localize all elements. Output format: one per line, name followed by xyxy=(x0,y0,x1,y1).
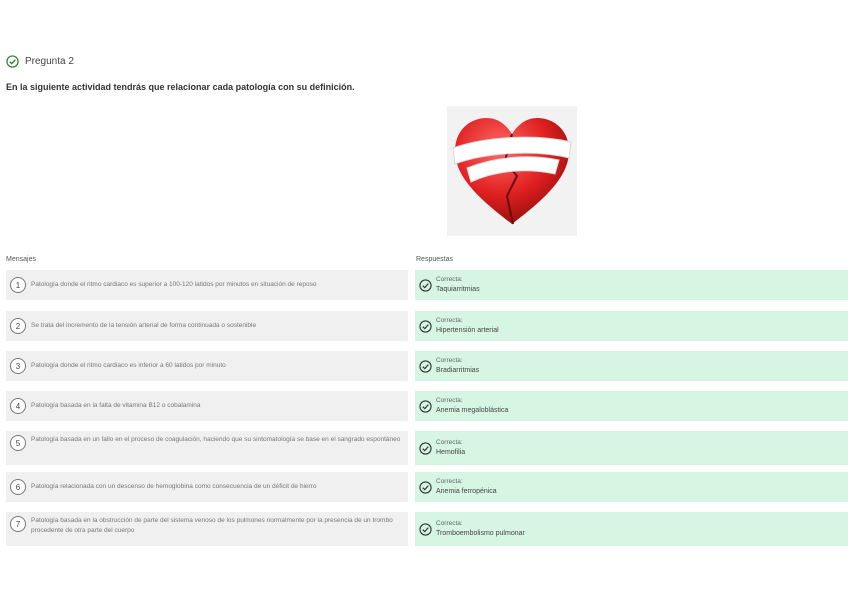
check-circle-icon xyxy=(419,523,432,536)
check-circle-icon xyxy=(419,279,432,292)
answer-row xyxy=(415,391,848,421)
answer-row xyxy=(415,512,848,546)
row-number: 4 xyxy=(10,398,26,414)
question-header xyxy=(6,55,74,68)
message-text: Patología basada en la falta de vitamina B12 o cobalamina xyxy=(31,402,201,409)
check-circle-icon xyxy=(419,400,432,413)
column-header-answers: Respuestas xyxy=(416,256,453,263)
check-circle-icon xyxy=(419,360,432,373)
message-text: Patología donde el ritmo cardiaco es inferior a 60 latidos por minuto xyxy=(31,362,226,369)
answer-text: Hemofilia xyxy=(436,449,466,456)
answer-row xyxy=(415,431,848,465)
message-text: Patología donde el ritmo cardiaco es superior a 100-120 latidos por minutos en situación de reposo xyxy=(31,281,317,288)
answer-text: Anemia megaloblástica xyxy=(436,407,509,414)
check-circle-icon xyxy=(419,442,432,455)
message-row xyxy=(6,351,408,381)
row-number: 2 xyxy=(10,318,26,334)
answer-text: Bradiarritmias xyxy=(436,367,480,374)
broken-heart-icon xyxy=(447,106,577,236)
message-text: Patología basada en la obstrucción de parte del sistema venoso de los pulmones normalmente por la presencia de un trombo procedente de otra parte del cuerpo xyxy=(31,517,393,534)
check-circle-icon xyxy=(419,481,432,494)
question-title: Pregunta 2 xyxy=(25,56,74,67)
check-circle-icon xyxy=(419,320,432,333)
row-number: 7 xyxy=(10,516,26,532)
row-number: 1 xyxy=(10,277,26,293)
message-text: Se trata del incremento de la tensión arterial de forma continuada o sostenible xyxy=(31,322,257,329)
message-text: Patología basada en un fallo en el proceso de coagulación, haciendo que su sintomatología se base en el sangrado espontáneo xyxy=(31,436,401,443)
check-circle-icon xyxy=(6,55,19,68)
row-number: 6 xyxy=(10,479,26,495)
answer-row xyxy=(415,351,848,381)
answer-status: Correcta: xyxy=(436,397,463,404)
answer-row xyxy=(415,311,848,341)
broken-heart-image xyxy=(447,106,577,236)
answer-text: Anemia ferropénica xyxy=(436,488,497,495)
message-row xyxy=(6,512,408,546)
answer-status: Correcta: xyxy=(436,520,463,527)
row-number: 3 xyxy=(10,358,26,374)
answer-status: Correcta: xyxy=(436,439,463,446)
answer-text: Taquiarritmias xyxy=(436,286,480,293)
message-row xyxy=(6,472,408,502)
answer-status: Correcta: xyxy=(436,357,463,364)
column-header-messages: Mensajes xyxy=(6,256,36,263)
message-text: Patología relacionada con un descenso de hemoglobina como consecuencia de un déficit de hierro xyxy=(31,483,317,490)
answer-row xyxy=(415,472,848,502)
message-row xyxy=(6,391,408,421)
message-row xyxy=(6,431,408,465)
answer-text: Hipertensión arterial xyxy=(436,327,499,334)
answer-status: Correcta: xyxy=(436,276,463,283)
row-number: 5 xyxy=(10,435,26,451)
answer-status: Correcta: xyxy=(436,478,463,485)
message-row xyxy=(6,311,408,341)
message-row xyxy=(6,270,408,300)
answer-text: Tromboembolismo pulmonar xyxy=(436,530,525,537)
answer-status: Correcta: xyxy=(436,317,463,324)
answer-row xyxy=(415,270,848,300)
question-instruction: En la siguiente actividad tendrás que relacionar cada patología con su definición. xyxy=(6,82,355,92)
